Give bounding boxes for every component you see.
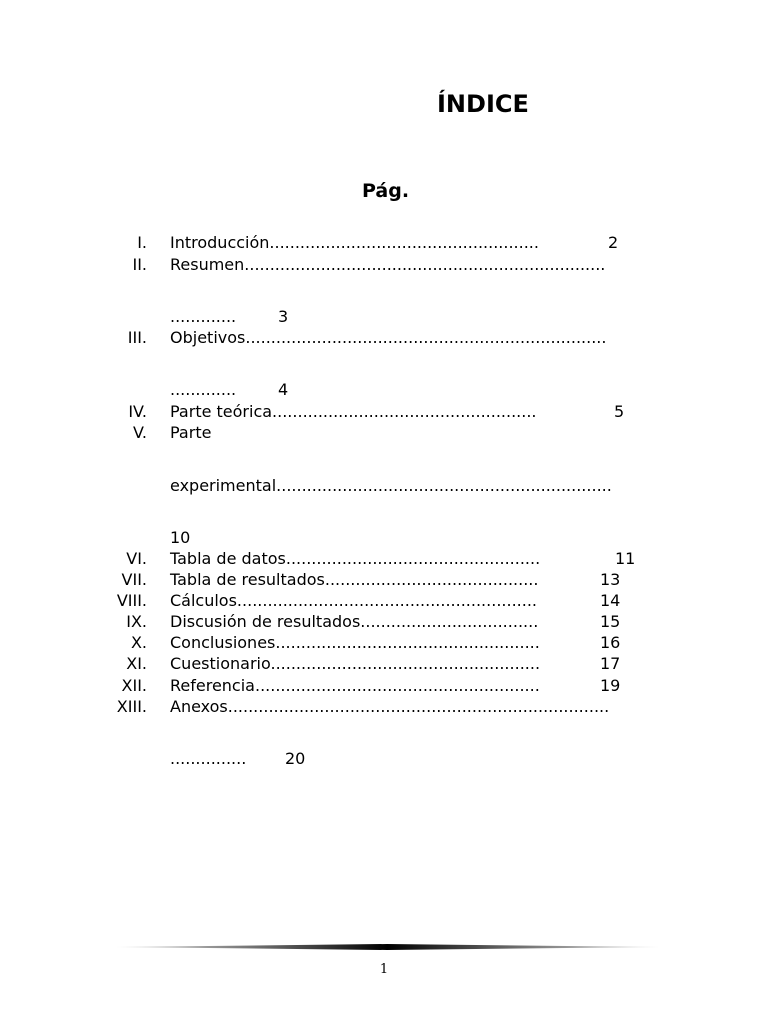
entry-number: VIII. [116, 591, 147, 610]
toc-entry [0, 254, 768, 276]
entry-title: Cálculos........................................................... [170, 591, 537, 610]
entry-page: 4 [278, 380, 289, 399]
entry-page: 16 [600, 633, 621, 652]
entry-title: Parte teórica.................................................... [170, 402, 537, 421]
toc-entry [0, 569, 768, 591]
entry-title: Tabla de datos.................................................. [170, 549, 541, 568]
toc-entry [0, 653, 768, 675]
entry-page: 11 [615, 549, 636, 568]
entry-number: XII. [121, 676, 147, 695]
footer-divider [115, 944, 660, 950]
entry-title: Anexos........................................................................... [170, 697, 610, 716]
entry-page: 17 [600, 654, 621, 673]
toc-entry [0, 422, 768, 444]
entry-page: 5 [614, 402, 625, 421]
entry-title: Conclusiones.................................................... [170, 633, 540, 652]
entry-page: 10 [170, 528, 191, 547]
toc-entry-continuation [0, 748, 768, 770]
entry-title: Referencia........................................................ [170, 676, 540, 695]
toc-entry [0, 548, 768, 570]
index-title: ÍNDICE [437, 90, 529, 118]
toc-entry [0, 675, 768, 697]
entry-title: Tabla de resultados.......................................... [170, 570, 539, 589]
entry-number: V. [133, 423, 147, 442]
entry-page: 14 [600, 591, 621, 610]
toc-entry-continuation [0, 475, 768, 497]
toc-entry [0, 401, 768, 423]
entry-page: 19 [600, 676, 621, 695]
entry-number: IV. [128, 402, 147, 421]
toc-entry [0, 590, 768, 612]
entry-number: III. [127, 328, 147, 347]
toc-entry [0, 611, 768, 633]
page-number: 1 [379, 962, 389, 977]
entry-title: Cuestionario..................................................... [170, 654, 541, 673]
entry-number: VI. [126, 549, 147, 568]
entry-number: XI. [126, 654, 147, 673]
entry-number: IX. [126, 612, 147, 631]
entry-title: Parte [170, 423, 212, 442]
entry-number: VII. [121, 570, 147, 589]
entry-title: Resumen....................................................................... [170, 255, 606, 274]
entry-page: 15 [600, 612, 621, 631]
toc-entry [0, 327, 768, 349]
entry-title: Discusión de resultados................................... [170, 612, 539, 631]
entry-number: XIII. [116, 697, 147, 716]
entry-title: experimental.................................................................. [170, 476, 612, 495]
entry-title: ............. [170, 307, 237, 326]
toc-entry-continuation [0, 306, 768, 328]
entry-number: I. [137, 233, 147, 252]
entry-page: 3 [278, 307, 289, 326]
entry-title: Objetivos....................................................................... [170, 328, 607, 347]
toc-entry-continuation [0, 527, 768, 549]
entry-title: Introducción..................................................... [170, 233, 539, 252]
entry-number: X. [130, 633, 147, 652]
toc-entry-continuation [0, 379, 768, 401]
page-column-header: Pág. [362, 180, 410, 202]
toc-entry [0, 632, 768, 654]
entry-title: ............... [170, 749, 247, 768]
entry-title: ............. [170, 380, 237, 399]
entry-page: 2 [608, 233, 619, 252]
entry-page: 13 [600, 570, 621, 589]
toc-entry [0, 232, 768, 254]
entry-number: II. [132, 255, 147, 274]
toc-entry [0, 696, 768, 718]
entry-page: 20 [285, 749, 306, 768]
